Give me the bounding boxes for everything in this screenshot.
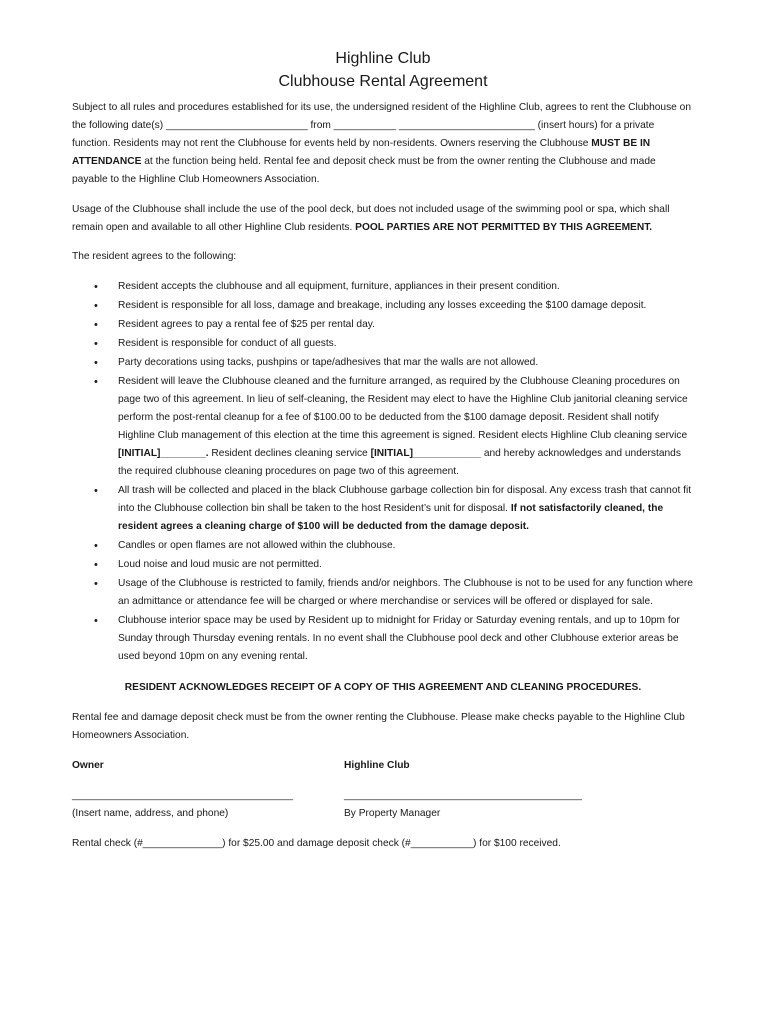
- list-item: • All trash will be collected and placed in the black Clubhouse garbage collection bin for disposal. Any excess trash that cannot fit into the Clubhouse collection bin shall be taken to the host Resident’s unit for disposal. If not satisfactorily cleaned, the resident agrees a cleaning charge of $100 will be deducted from the damage deposit.: [72, 482, 694, 536]
- bullet-icon: •: [94, 319, 98, 331]
- bullet-icon: •: [94, 300, 98, 312]
- agrees-heading: The resident agrees to the following:: [72, 251, 237, 262]
- intro-paragraph: Subject to all rules and procedures established for its use, the undersigned resident of the Highline Club, agrees to rent the Clubhouse on the following date(s) _________________________ from ___________ ________________________ (insert hours) for a private function. Residents may not rent the Clubhouse for events held by non-residents. Owners reserving the Clubhouse MUST BE IN ATTENDANCE at the function being held. Rental fee and deposit check must be from the owner renting the Clubhouse and made payable to the Highline Club Homeowners Association.: [72, 102, 691, 185]
- bullet-icon: •: [94, 376, 98, 388]
- list-item: • Resident is responsible for all loss, damage and breakage, including any losses exceeding the $100 damage deposit.: [72, 297, 694, 315]
- title-club-name: Highline Club: [335, 50, 431, 67]
- bullet-icon: •: [94, 338, 98, 350]
- club-signature-line[interactable]: __________________________________________: [344, 790, 582, 801]
- owner-label: Owner: [72, 760, 104, 771]
- list-item: • Loud noise and loud music are not permitted.: [72, 556, 694, 574]
- initial-elect-field[interactable]: [INITIAL]________.: [118, 448, 209, 459]
- bullet-icon: •: [94, 559, 98, 571]
- owner-caption: (Insert name, address, and phone): [72, 808, 229, 819]
- bullet-icon: •: [94, 485, 98, 497]
- title-agreement: Clubhouse Rental Agreement: [278, 73, 488, 90]
- list-item: • Resident will leave the Clubhouse cleaned and the furniture arranged, as required by the Clubhouse Cleaning procedures on page two of this agreement. In lieu of self-cleaning, the Resident may elect to have the Highline Club janitorial cleaning service perform the post-rental cleanup for a fee of $100.00 to be deducted from the $100 damage deposit. Resident shall notify Highline Club management of this election at the time this agreement is signed. Resident elects Highline Club cleaning service [INITIAL]________. Resident declines cleaning service [INITIAL]____________ and hereby acknowledges and understands the required clubhouse cleaning procedures on page two of this agreement.: [72, 373, 694, 481]
- list-item: • Party decorations using tacks, pushpins or tape/adhesives that mar the walls are not allowed.: [72, 354, 694, 372]
- bullet-icon: •: [94, 281, 98, 293]
- rental-check-line: Rental check (#______________) for $25.00 and damage deposit check (#___________) for $100 received.: [72, 838, 561, 849]
- list-item: • Resident is responsible for conduct of all guests.: [72, 335, 694, 353]
- list-item: • Resident agrees to pay a rental fee of $25 per rental day.: [72, 316, 694, 334]
- bullet-icon: •: [94, 578, 98, 590]
- signature-lines: [72, 787, 694, 805]
- owner-signature-line[interactable]: _______________________________________: [72, 790, 293, 801]
- bullet-icon: •: [94, 615, 98, 627]
- club-caption: By Property Manager: [344, 808, 441, 819]
- initial-decline-field[interactable]: [INITIAL]____________: [370, 448, 481, 459]
- list-item: • Resident accepts the clubhouse and all equipment, furniture, appliances in their present condition.: [72, 278, 694, 296]
- payment-note: Rental fee and damage deposit check must be from the owner renting the Clubhouse. Please make checks payable to the Highline Club Homeowners Association.: [72, 712, 685, 741]
- signature-captions: [72, 805, 694, 823]
- rules-list: [72, 278, 694, 666]
- list-item: • Candles or open flames are not allowed within the clubhouse.: [72, 537, 694, 555]
- club-label: Highline Club: [344, 760, 410, 771]
- usage-paragraph: Usage of the Clubhouse shall include the use of the pool deck, but does not included usage of the swimming pool or spa, which shall remain open and available to all other Highline Club residents. POOL PARTIES ARE NOT PERMITTED BY THIS AGREEMENT.: [72, 204, 670, 233]
- bullet-icon: •: [94, 357, 98, 369]
- acknowledge-statement: RESIDENT ACKNOWLEDGES RECEIPT OF A COPY OF THIS AGREEMENT AND CLEANING PROCEDURES.: [124, 682, 642, 693]
- signature-labels: [72, 757, 694, 775]
- list-item: • Usage of the Clubhouse is restricted to family, friends and/or neighbors. The Clubhouse is not to be used for any function where an admittance or attendance fee will be charged or where merchandise or services will be offered or displayed for sale.: [72, 575, 694, 611]
- list-item: • Clubhouse interior space may be used by Resident up to midnight for Friday or Saturday evening rentals, and up to 10pm for Sunday through Thursday evening rentals. In no event shall the Clubhouse pool deck and other Clubhouse exterior areas be used beyond 10pm on any evening rental.: [72, 612, 694, 666]
- bullet-icon: •: [94, 540, 98, 552]
